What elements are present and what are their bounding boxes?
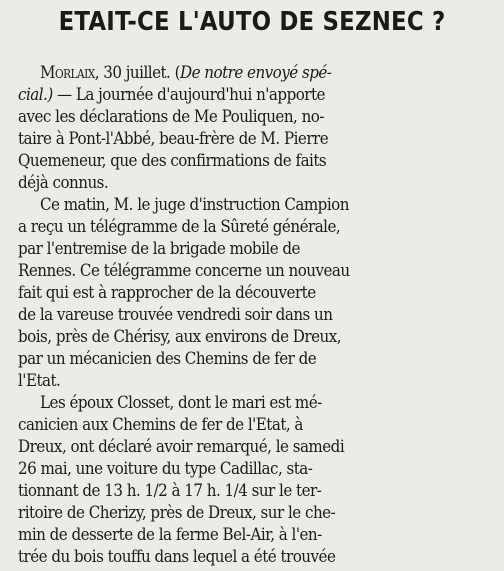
article-line-7: Ce matin, M. le juge d'instruction Campion: [40, 195, 349, 215]
article-line-23: trée du bois touffu dans lequel a été trouvée: [18, 547, 336, 567]
article-line-20: tionnant de 13 h. 1/2 à 17 h. 1/4 sur le ter-: [18, 481, 322, 501]
article-line-11: fait qui est à rapprocher de la découverte: [18, 283, 316, 303]
article-line-19: 26 mai, une voiture du type Cadillac, sta-: [18, 459, 313, 479]
article-line-text: 30 juillet. (: [99, 63, 180, 83]
article-line-9: par l'entremise de la brigade mobile de: [18, 239, 300, 259]
article-line-12: de la vareuse trouvée vendredi soir dans un: [18, 305, 333, 325]
article-line-10: Rennes. Ce télégramme concerne un nouveau: [18, 261, 350, 281]
article-line-13: bois, près de Chérisy, aux environs de Dreux,: [18, 327, 342, 347]
article-line-8: a reçu un télégramme de la Sûreté générale,: [18, 217, 341, 237]
article-line-italic: De notre envoyé spé-: [179, 63, 332, 83]
article-line-italic: cial.): [18, 85, 53, 105]
article-line-4: taire à Pont-l'Abbé, beau-frère de M. Pierre: [18, 129, 329, 149]
article-line-2: [18, 84, 432, 106]
article-line-17: canicien aux Chemins de fer de l'Etat, à: [18, 415, 303, 435]
article-line-14: par un mécanicien des Chemins de fer de: [18, 349, 317, 369]
article-line-15: l'Etat.: [18, 371, 61, 391]
headline: ETAIT-CE L'AUTO DE SEZNEC ?: [58, 7, 446, 37]
article-line-text: — La journée d'aujourd'hui n'apporte: [52, 85, 325, 105]
article-line-3: avec les déclarations de Me Pouliquen, no-: [18, 107, 324, 127]
article-line-1: [40, 62, 434, 84]
article-line-6: déjà connus.: [18, 173, 109, 193]
article-line-21: ritoire de Cherizy, près de Dreux, sur le che-: [18, 503, 336, 523]
article-line-16: Les époux Closset, dont le mari est mé-: [40, 393, 322, 413]
dateline: Morlaix,: [40, 63, 100, 83]
article-line-5: Quemeneur, que des confirmations de faits: [18, 151, 327, 171]
article-line-22: min de desserte de la ferme Bel-Air, à l'en-: [18, 525, 322, 545]
article-line-18: Dreux, ont déclaré avoir remarqué, le samedi: [18, 437, 345, 457]
